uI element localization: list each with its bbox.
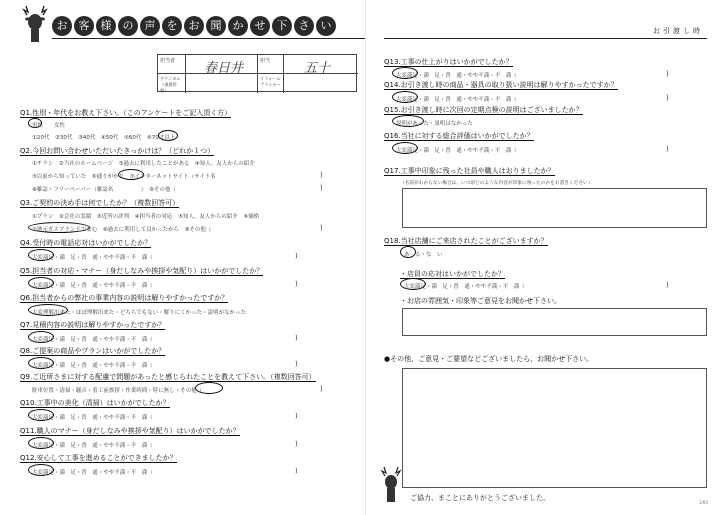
title-char: 様	[96, 16, 116, 36]
q7-title: Q7.見積内容の説明は解りやすかったですか？	[20, 321, 166, 329]
staff2-label: 担当	[258, 55, 284, 74]
q1-ages[interactable]: ①20代 ②30代 ③40代 ④50代 ⑤60代 ⑥70才以上	[32, 135, 176, 141]
q2-options-3[interactable]: ⑧雑誌・フリーペーパー（雑誌名 ） ⑨その他（	[32, 187, 176, 193]
q8-title: Q8.ご提案の商品やプランはいかがでしたか？	[20, 347, 166, 355]
comments-title: ●その他、ご意見・ご要望などございましたら、お聞かせ下さい。	[384, 355, 594, 363]
q18-scale[interactable]: 大変満足・満 足・普 通・やや不満・不 満（	[404, 284, 525, 290]
q18-title: Q18.当社店舗にご来店されたことがございますか？	[384, 237, 548, 245]
close-paren: )	[295, 252, 298, 260]
staff2-name-handwritten: 五十	[304, 61, 331, 76]
title-char: さ	[294, 16, 314, 36]
answer-circle	[28, 464, 54, 476]
answer-circle	[28, 249, 54, 261]
sales-label: 担当者	[158, 55, 186, 74]
comments-answer-box[interactable]	[402, 368, 707, 488]
title-char: い	[316, 16, 336, 36]
close-paren: )	[320, 184, 323, 192]
q2-options-2[interactable]: ⑤以前から知っていた ⑥通りがかり ⑦インターネットサイト（サイト名	[32, 174, 216, 180]
q7-scale[interactable]: 大変満足・満 足・普 通・やや不満・不 満（	[32, 337, 153, 343]
title-char: お	[184, 16, 204, 36]
q10-scale[interactable]: 大変満足・満 足・普 通・やや不満・不 満（	[32, 415, 153, 421]
close-paren: )	[295, 467, 298, 475]
close-paren: )	[295, 440, 298, 448]
close-paren: )	[295, 280, 298, 288]
title-char: の	[118, 16, 138, 36]
title-char: を	[162, 16, 182, 36]
title-char: お	[52, 16, 72, 36]
answer-circle	[392, 67, 418, 79]
answer-circle	[28, 222, 90, 233]
q9-options[interactable]: 駐車位置・清掃・騒音・着工前挨拶・作業時間・特に無し・その他（	[32, 388, 203, 394]
q11-title: Q11.職人のマナー（身だしなみや挨拶や気配り）はいかがでしたか？	[20, 427, 240, 435]
close-paren: )	[295, 334, 298, 342]
q14-scale[interactable]: 大変満足・満 足・普 通・やや不満・不 満（	[396, 97, 517, 103]
q6-title: Q6.担当者からの弊社の事業内容の説明は解りやすかったですか？	[20, 294, 229, 302]
q12-scale[interactable]: 大変満足・満 足・普 通・やや不満・不 満（	[32, 470, 153, 476]
answer-circle	[118, 169, 144, 180]
title-char: 声	[140, 16, 160, 36]
title-char: 下	[272, 16, 292, 36]
q18-sub1: ・店員の応対はいかがでしたか？	[400, 270, 505, 278]
answer-circle	[28, 409, 54, 421]
q3-options-2[interactable]: ⑦地元ガスブランドで安心 ⑧過去に利用して良かったから ⑨その他（	[32, 227, 212, 233]
title-divider	[52, 38, 366, 39]
deer-mascot-icon	[14, 2, 56, 42]
deer-mascot-icon	[376, 464, 406, 504]
close-paren: )	[320, 385, 323, 393]
reform-name-cell	[284, 74, 358, 93]
q18-options[interactable]: あ る・な い	[404, 252, 443, 258]
staff-table	[157, 54, 357, 92]
q16-title: Q16.当社に対する総合評価はいかがでしたか？	[384, 132, 534, 140]
title-char: せ	[250, 16, 270, 36]
close-paren: )	[666, 70, 669, 78]
close-paren: )	[295, 360, 298, 368]
survey-title	[52, 16, 336, 36]
q17-note: （名前がわからない場合は、いつ頃どのような内容が印象に残ったのかをお書きください）	[400, 181, 593, 186]
q18-sub2: ・お店の雰囲気・印象等ご意見をお聞かせ下さい。	[400, 297, 561, 305]
tech-label: テクニカル （現場管理）	[158, 74, 186, 93]
q1-gender[interactable]: 男性 女性	[32, 123, 65, 129]
right-page	[366, 0, 727, 515]
q2-title: Q2.今回お問い合わせいただいたきっかけは？（どれか１つ）	[20, 147, 215, 155]
q4-scale[interactable]: 大変満足・満 足・普 通・やや不満・不 満（	[32, 255, 153, 261]
q11-scale[interactable]: 大変満足・満 足・普 通・やや不満・不 満（	[32, 443, 153, 449]
q4-title: Q4.受付時の電話応対はいかがでしたか？	[20, 239, 152, 247]
answer-circle	[158, 130, 178, 141]
close-paren: )	[320, 224, 323, 232]
answer-circle	[400, 246, 416, 258]
answer-circle	[28, 277, 54, 289]
q1-title: Q1.性別・年代をお教え下さい。（このアンケートをご記入頂く方）	[20, 109, 232, 117]
answer-circle	[28, 304, 68, 316]
title-char: 客	[74, 16, 94, 36]
sales-name-handwritten: 春日井	[204, 61, 244, 76]
q5-title: Q5.担当者の対応・マナー（身だしなみや挨拶や気配り）はいかがでしたか？	[20, 267, 264, 275]
section-header: お引渡し時	[653, 27, 703, 35]
q6-scale[interactable]: 大変理解出来た・ほぼ理解出来た・どちらでもない・解りにくかった・説明がなかった	[32, 310, 247, 316]
answer-circle	[400, 278, 426, 290]
answer-circle	[195, 382, 223, 394]
title-char: 聞	[206, 16, 226, 36]
q5-scale[interactable]: 大変満足・満 足・普 通・やや不満・不 満（	[32, 283, 153, 289]
q13-scale[interactable]: 大変満足・満 足・普 通・やや不満・不 満（	[396, 73, 517, 79]
q3-title: Q3.ご契約の決め手は何でしたか？（複数回答可）	[20, 199, 180, 207]
close-paren: )	[320, 171, 323, 179]
page-number: 1/60	[699, 500, 708, 505]
q17-title: Q17.工事中印象に残った社員や職人はおりましたか？	[384, 167, 555, 175]
q3-options-1[interactable]: ①プラン ②会社の実績 ③近所の評判 ④担当者の対応 ⑤知人、友人からの紹介 ⑥価格	[32, 214, 260, 220]
title-char: か	[228, 16, 248, 36]
answer-circle	[392, 115, 424, 127]
answer-circle	[28, 118, 42, 128]
q15-options[interactable]: 説明があった・説明はなかった	[396, 121, 473, 127]
q10-title: Q10.工事中の美化（清掃）はいかがでしたか？	[20, 399, 170, 407]
close-paren: )	[666, 145, 669, 153]
close-paren: )	[295, 412, 298, 420]
q2-options-1[interactable]: ①チラシ ②当社のホームページ ③過去に利用したことがある ④知人、友人からの紹介	[32, 161, 255, 167]
q8-scale[interactable]: 大変満足・満 足・普 通・やや不満・不 満（	[32, 363, 153, 369]
q18-answer-box[interactable]	[402, 308, 707, 336]
q12-title: Q12.安心して工事を進めることができましたか？	[20, 454, 177, 462]
answer-circle	[28, 357, 54, 369]
answer-circle	[392, 91, 418, 103]
tech-name-cell	[186, 74, 258, 93]
header-divider	[384, 38, 707, 39]
reform-label: リフォーム プランナー	[258, 74, 284, 93]
q9-title: Q9.ご近所さまに対する配慮で問題があったと感じられたことを教えて下さい。（複数回答可）	[20, 373, 316, 381]
close-paren: )	[666, 94, 669, 102]
answer-circle	[28, 437, 54, 449]
q15-title: Q15.お引き渡し時に次回の定期点検の説明はございましたか？	[384, 106, 583, 114]
q16-scale[interactable]: 大変満足・満 足・普 通・やや不満・不 満（	[396, 148, 517, 154]
answer-circle	[392, 142, 418, 154]
close-paren: )	[666, 281, 669, 289]
q14-title: Q14.お引き渡し時の商品・器具の取り扱い説明は解りやすかったですか？	[384, 81, 618, 89]
answer-circle	[28, 331, 54, 343]
q13-title: Q13.工事の仕上がりはいかがでしたか？	[384, 58, 513, 66]
thanks-message: ご協力、まことにありがとうございました。	[410, 494, 550, 502]
q17-answer-box[interactable]	[402, 188, 707, 228]
